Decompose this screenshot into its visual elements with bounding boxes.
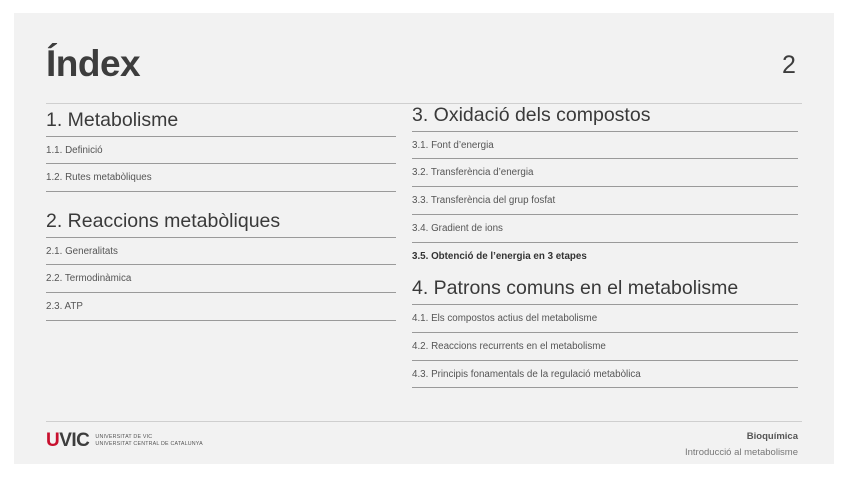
toc-left-column bbox=[46, 111, 396, 321]
course-name: Bioquímica bbox=[746, 431, 798, 442]
toc-section-2 bbox=[46, 212, 396, 321]
toc-item[interactable]: 1.2. Rutes metabòliques bbox=[46, 164, 396, 192]
toc-section-1 bbox=[46, 111, 396, 192]
lecture-subtitle: Introducció al metabolisme bbox=[685, 446, 798, 458]
toc-item[interactable]: 4.2. Reaccions recurrents en el metabolisme bbox=[412, 333, 798, 361]
toc-item[interactable]: 1.1. Definició bbox=[46, 137, 396, 165]
section-title: 3. Oxidació dels compostos bbox=[412, 106, 798, 132]
toc-item[interactable]: 3.4. Gradient de ions bbox=[412, 215, 798, 243]
toc-item[interactable]: 3.2. Transferència d’energia bbox=[412, 159, 798, 187]
toc-right-column bbox=[412, 106, 798, 388]
toc-item[interactable]: 3.1. Font d’energia bbox=[412, 132, 798, 160]
footer-info bbox=[685, 432, 798, 457]
toc-item[interactable]: 3.3. Transferència del grup fosfat bbox=[412, 187, 798, 215]
slide bbox=[14, 13, 834, 464]
toc-item[interactable]: 2.2. Termodinàmica bbox=[46, 265, 396, 293]
toc-section-3 bbox=[412, 106, 798, 269]
toc-item[interactable]: 4.1. Els compostos actius del metabolisme bbox=[412, 305, 798, 333]
logo-line-1: UNIVERSITAT DE VIC bbox=[95, 434, 153, 440]
toc-item[interactable]: 2.3. ATP bbox=[46, 293, 396, 321]
uvic-logo bbox=[46, 431, 203, 450]
section-title: 1. Metabolisme bbox=[46, 111, 396, 137]
logo-mark bbox=[46, 431, 89, 450]
toc-section-4 bbox=[412, 279, 798, 388]
toc-item[interactable]: 2.1. Generalitats bbox=[46, 238, 396, 266]
logo-vic: VIC bbox=[59, 430, 90, 451]
section-title: 4. Patrons comuns en el metabolisme bbox=[412, 279, 798, 305]
logo-line-2: UNIVERSITAT CENTRAL DE CATALUNYA bbox=[95, 440, 203, 447]
toc-item-current[interactable]: 3.5. Obtenció de l’energia en 3 etapes bbox=[412, 250, 587, 262]
logo-text bbox=[95, 434, 202, 447]
footer-divider bbox=[46, 421, 802, 422]
slide-title: Índex bbox=[46, 43, 141, 84]
logo-u: U bbox=[46, 430, 60, 451]
section-title: 2. Reaccions metabòliques bbox=[46, 212, 396, 238]
toc-item[interactable]: 4.3. Principis fonamentals de la regulació metabòlica bbox=[412, 361, 798, 389]
page-number: 2 bbox=[782, 51, 796, 79]
